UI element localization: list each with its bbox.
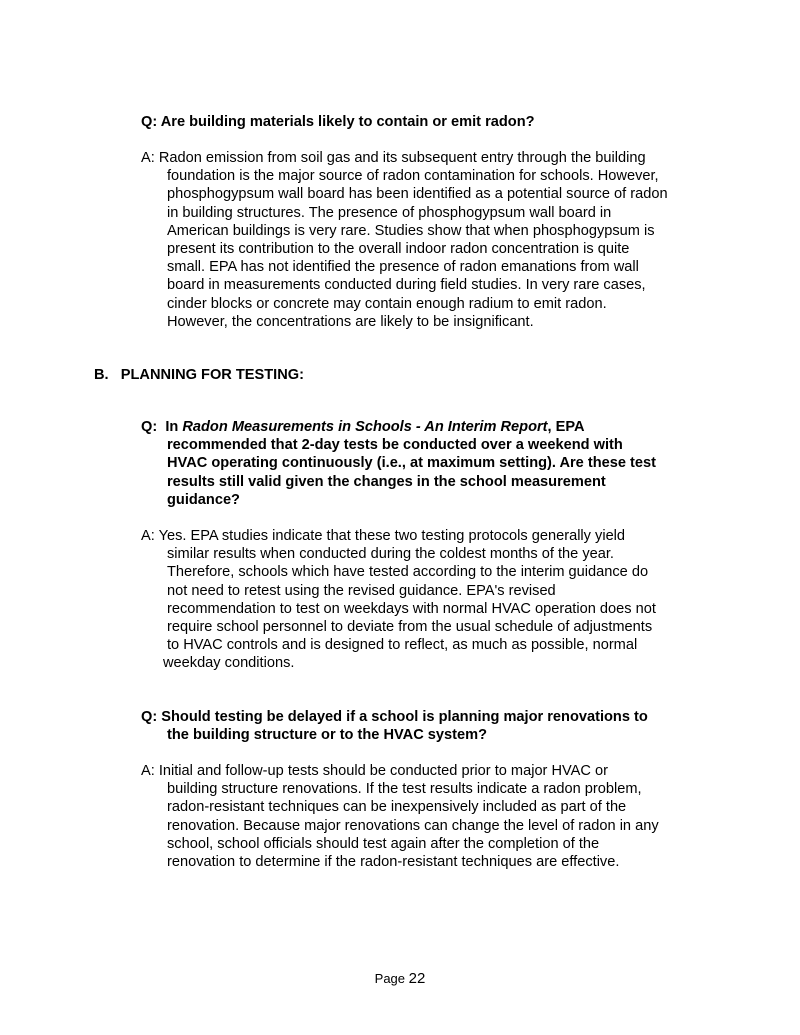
answer-line: cinder blocks or concrete may contain enough radium to emit radon.: [167, 295, 607, 312]
answer-line: present its contribution to the overall indoor radon concentration is quite: [167, 241, 630, 258]
question-line: Q: Should testing be delayed if a school is planning major renovations to: [141, 709, 648, 725]
answer-line: A: Initial and follow-up tests should be conducted prior to major HVAC or: [141, 763, 608, 779]
answer-renovations: [141, 762, 659, 871]
question-suffix: , EPA: [547, 419, 585, 435]
answer-line: school, school officials should test again after the completion of the: [167, 835, 600, 852]
answer-line: similar results when conducted during the coldest months of the year.: [167, 546, 614, 563]
answer-line: building structure renovations. If the test results indicate a radon problem,: [167, 781, 642, 798]
answer-line: in building structures. The presence of phosphogypsum wall board in: [167, 204, 612, 221]
page-footer: [0, 970, 800, 988]
question-line-first: [141, 418, 656, 436]
answer-interim-report: [141, 527, 656, 673]
question-line: results still valid given the changes in the school measurement: [167, 473, 606, 490]
answer-line: recommendation to test on weekdays with normal HVAC operation does not: [167, 600, 656, 617]
answer-line: weekday conditions.: [163, 655, 295, 672]
answer-line: to HVAC controls and is designed to reflect, as much as possible, normal: [167, 637, 638, 654]
question-line: HVAC operating continuously (i.e., at maximum setting). Are these test: [167, 455, 656, 472]
answer-building-materials: [141, 149, 668, 331]
question-renovations: [141, 708, 648, 744]
answer-line: board in measurements conducted during field studies. In very rare cases,: [167, 277, 646, 294]
answer-line: However, the concentrations are likely to be insignificant.: [167, 313, 534, 330]
answer-line: renovation to determine if the radon-resistant techniques are effective.: [167, 854, 620, 871]
answer-line: A: Yes. EPA studies indicate that these two testing protocols generally yield: [141, 528, 626, 544]
answer-line: renovation. Because major renovations can change the level of radon in any: [167, 817, 659, 834]
page-number: 22: [408, 970, 426, 987]
page-label: Page: [374, 971, 406, 986]
answer-line: not need to retest using the revised guidance. EPA's revised: [167, 582, 556, 599]
question-line: Q: Are building materials likely to contain or emit radon?: [141, 114, 535, 130]
answer-line: American buildings is very rare. Studies show that when phosphogypsum is: [167, 222, 655, 239]
question-line: recommended that 2-day tests be conducted over a weekend with: [167, 437, 623, 454]
question-line: guidance?: [167, 491, 240, 508]
question-interim-report: [141, 418, 656, 509]
question-building-materials: [141, 113, 535, 131]
answer-line: require school personnel to deviate from the usual schedule of adjustments: [167, 619, 653, 636]
answer-line: Therefore, schools which have tested according to the interim guidance do: [167, 564, 649, 581]
answer-line: radon-resistant techniques can be inexpensively included as part of the: [167, 799, 627, 816]
question-prefix: Q: In: [141, 419, 183, 435]
answer-line: small. EPA has not identified the presence of radon emanations from wall: [167, 259, 639, 276]
section-heading-planning: B. PLANNING FOR TESTING:: [94, 367, 304, 383]
answer-line: phosphogypsum wall board has been identified as a potential source of radon: [167, 186, 668, 203]
report-title: Radon Measurements in Schools - An Interim Report: [182, 419, 548, 435]
answer-line: A: Radon emission from soil gas and its subsequent entry through the building: [141, 150, 646, 166]
answer-line: foundation is the major source of radon contamination for schools. However,: [167, 168, 659, 185]
question-line: the building structure or to the HVAC system?: [167, 727, 488, 744]
